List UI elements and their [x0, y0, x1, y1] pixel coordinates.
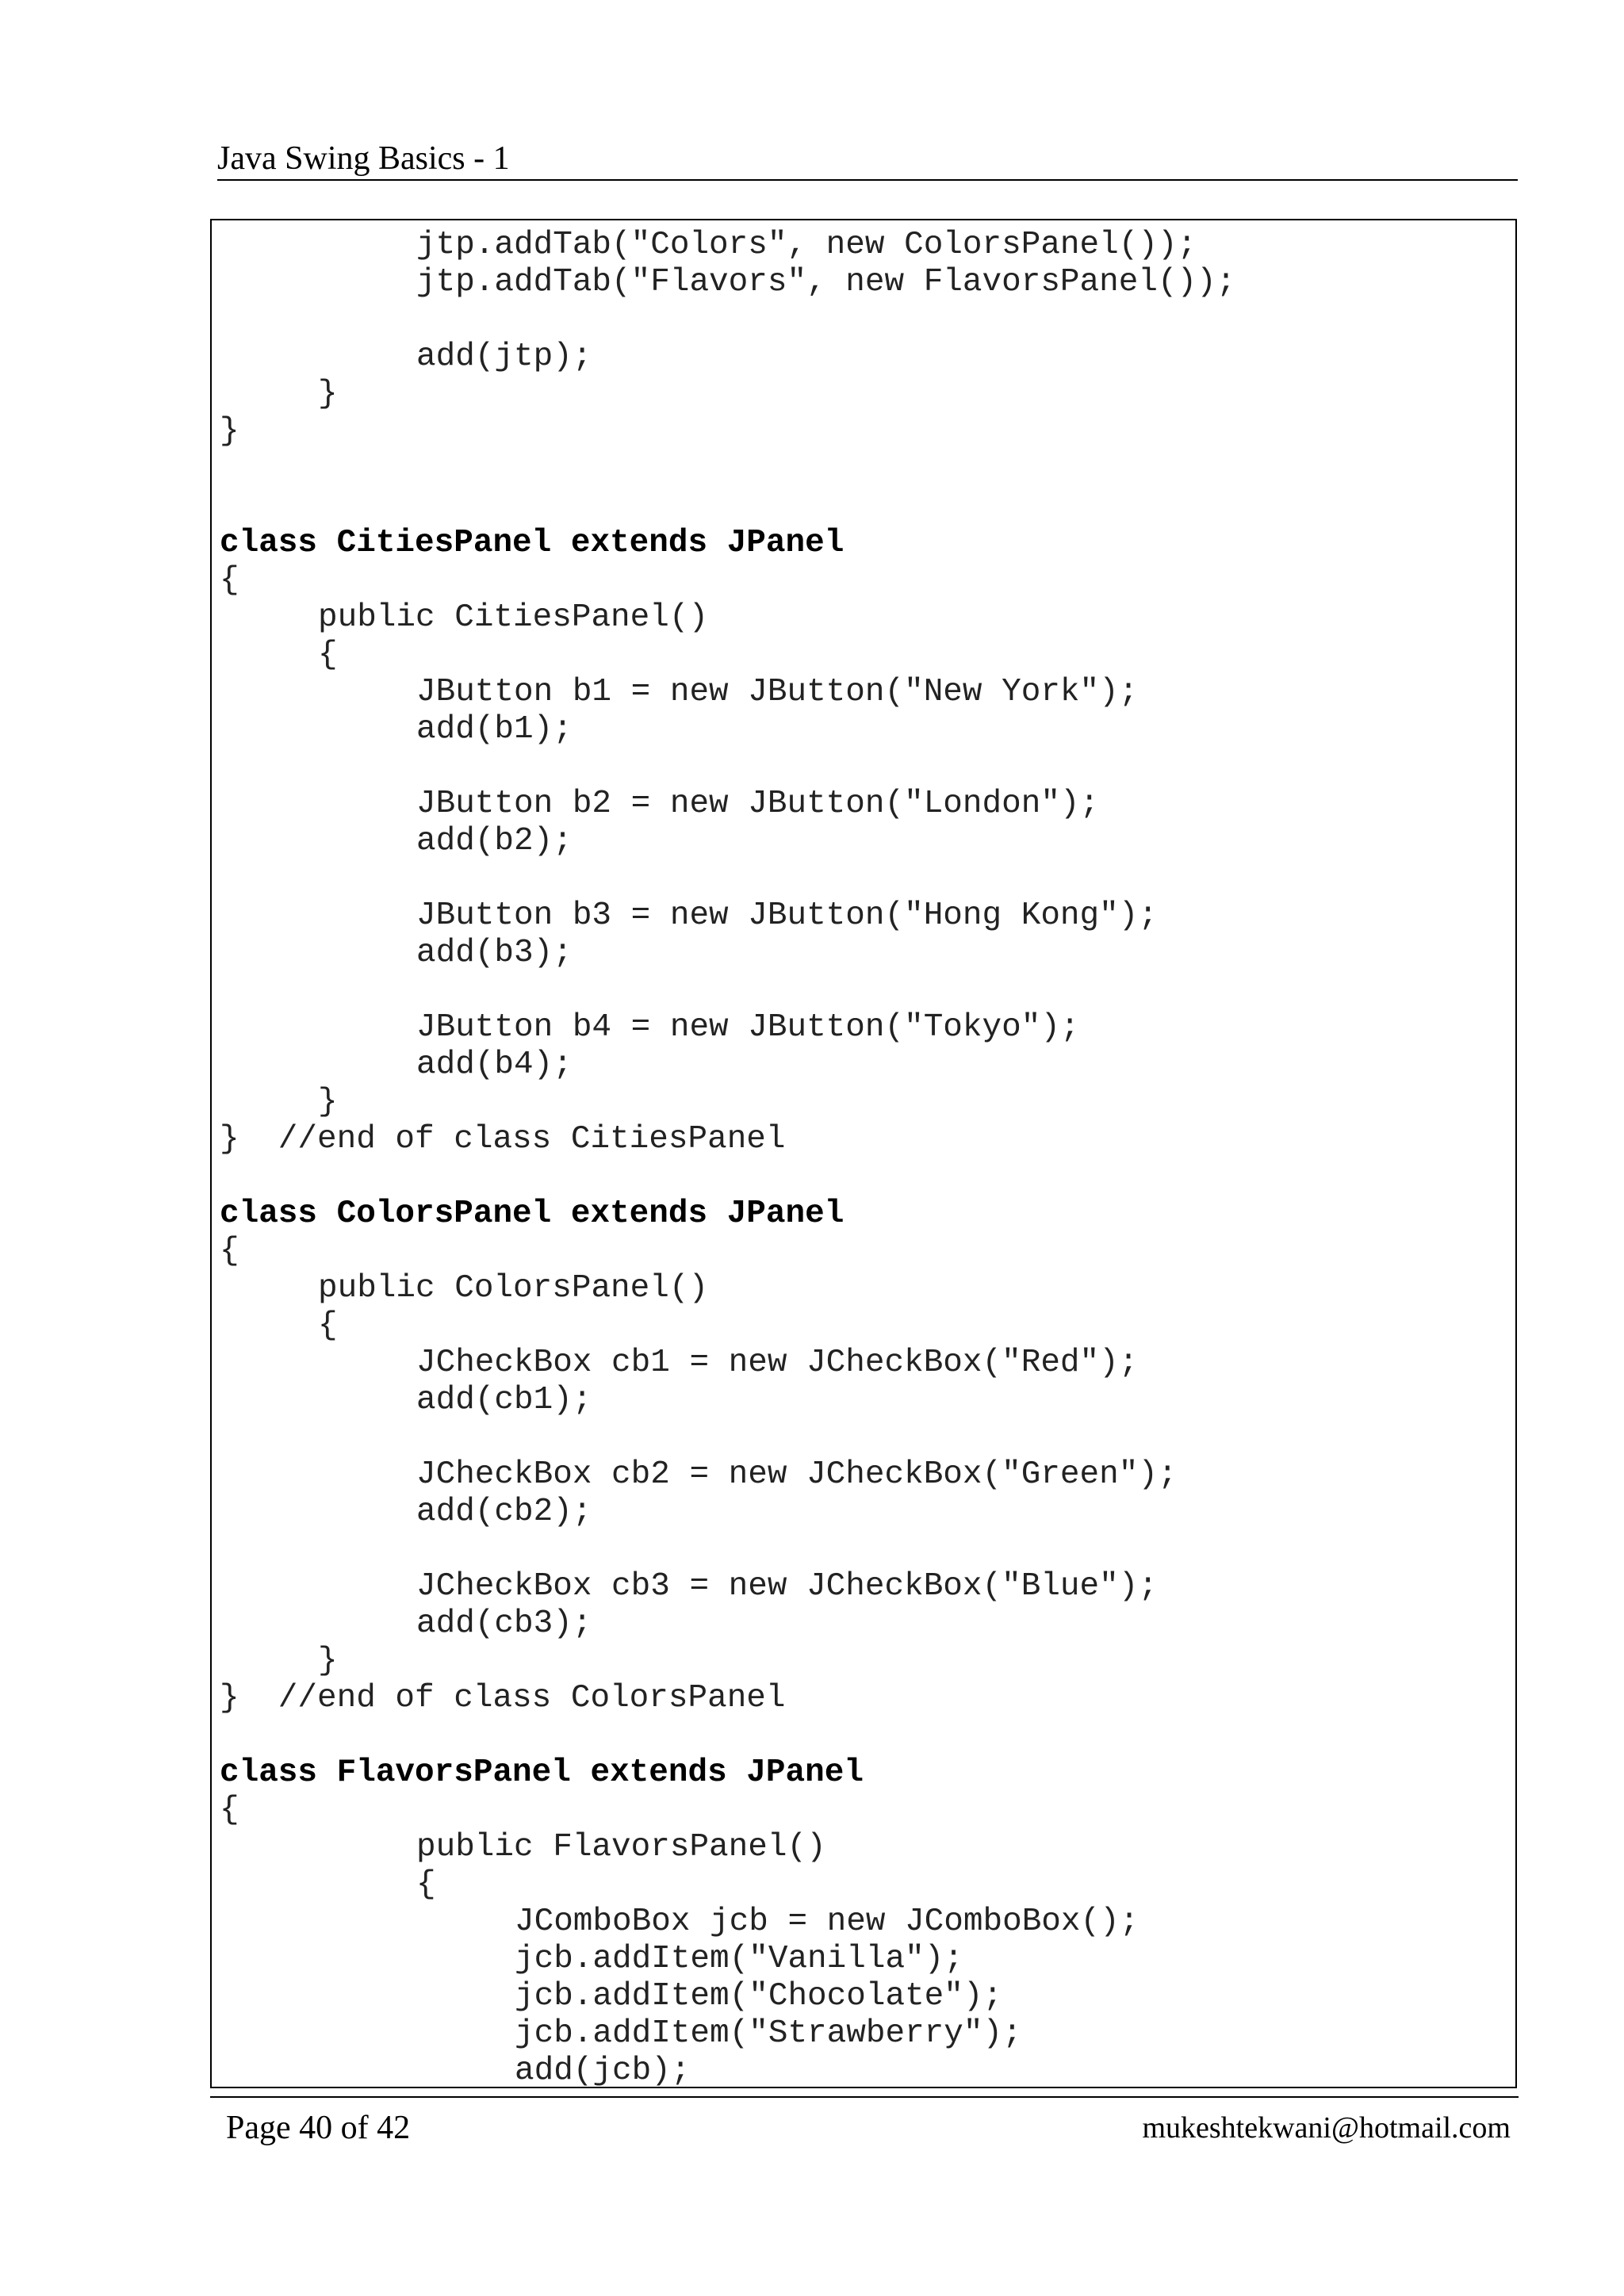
- code-line: {: [220, 1233, 239, 1269]
- code-line: add(jcb);: [515, 2053, 691, 2088]
- code-line: add(cb3);: [416, 1605, 592, 1642]
- code-line: class CitiesPanel extends JPanel: [220, 525, 845, 561]
- code-line: jtp.addTab("Flavors", new FlavorsPanel());: [416, 264, 1236, 300]
- code-line: public FlavorsPanel(): [416, 1829, 826, 1866]
- code-listing: [210, 219, 1517, 2088]
- code-line: {: [220, 1792, 239, 1828]
- code-line: jtp.addTab("Colors", new ColorsPanel());: [416, 227, 1197, 263]
- code-line: JButton b3 = new JButton("Hong Kong");: [416, 897, 1158, 934]
- page-header: [217, 138, 1518, 181]
- code-line: add(b1);: [416, 711, 573, 748]
- code-line: JComboBox jcb = new JComboBox();: [515, 1904, 1139, 1940]
- code-line: class ColorsPanel extends JPanel: [220, 1196, 845, 1232]
- code-line: add(b3);: [416, 935, 573, 971]
- code-line: JButton b4 = new JButton("Tokyo");: [416, 1009, 1080, 1046]
- code-line: JButton b2 = new JButton("London");: [416, 786, 1100, 822]
- code-line: add(b2);: [416, 823, 573, 859]
- code-line: {: [318, 637, 338, 673]
- code-line: }: [220, 413, 239, 450]
- code-line: JCheckBox cb2 = new JCheckBox("Green");: [416, 1456, 1178, 1493]
- code-line: JCheckBox cb1 = new JCheckBox("Red");: [416, 1345, 1139, 1381]
- code-line: public CitiesPanel(): [318, 599, 709, 636]
- code-line: add(cb1);: [416, 1382, 592, 1418]
- page-number: Page 40 of 42: [226, 2110, 411, 2146]
- code-line: } //end of class CitiesPanel: [220, 1121, 786, 1158]
- code-line: }: [318, 1084, 338, 1120]
- code-line: {: [220, 562, 239, 599]
- code-line: add(cb2);: [416, 1494, 592, 1530]
- code-line: public ColorsPanel(): [318, 1270, 709, 1307]
- code-line: jcb.addItem("Vanilla");: [515, 1941, 963, 1977]
- code-line: }: [318, 376, 338, 412]
- code-line: class FlavorsPanel extends JPanel: [220, 1755, 864, 1791]
- code-line: {: [416, 1866, 436, 1903]
- document-title: Java Swing Basics - 1: [217, 140, 510, 177]
- code-line: add(jtp);: [416, 339, 592, 375]
- code-line: {: [318, 1307, 338, 1344]
- code-line: jcb.addItem("Chocolate");: [515, 1978, 1003, 2015]
- author-email: mukeshtekwani@hotmail.com: [1142, 2111, 1511, 2145]
- code-line: }: [318, 1643, 338, 1679]
- code-line: JCheckBox cb3 = new JCheckBox("Blue");: [416, 1568, 1158, 1605]
- code-line: JButton b1 = new JButton("New York");: [416, 674, 1139, 710]
- page-footer: [210, 2096, 1519, 2153]
- code-line: jcb.addItem("Strawberry");: [515, 2015, 1022, 2052]
- code-line: add(b4);: [416, 1047, 573, 1083]
- code-line: } //end of class ColorsPanel: [220, 1680, 786, 1716]
